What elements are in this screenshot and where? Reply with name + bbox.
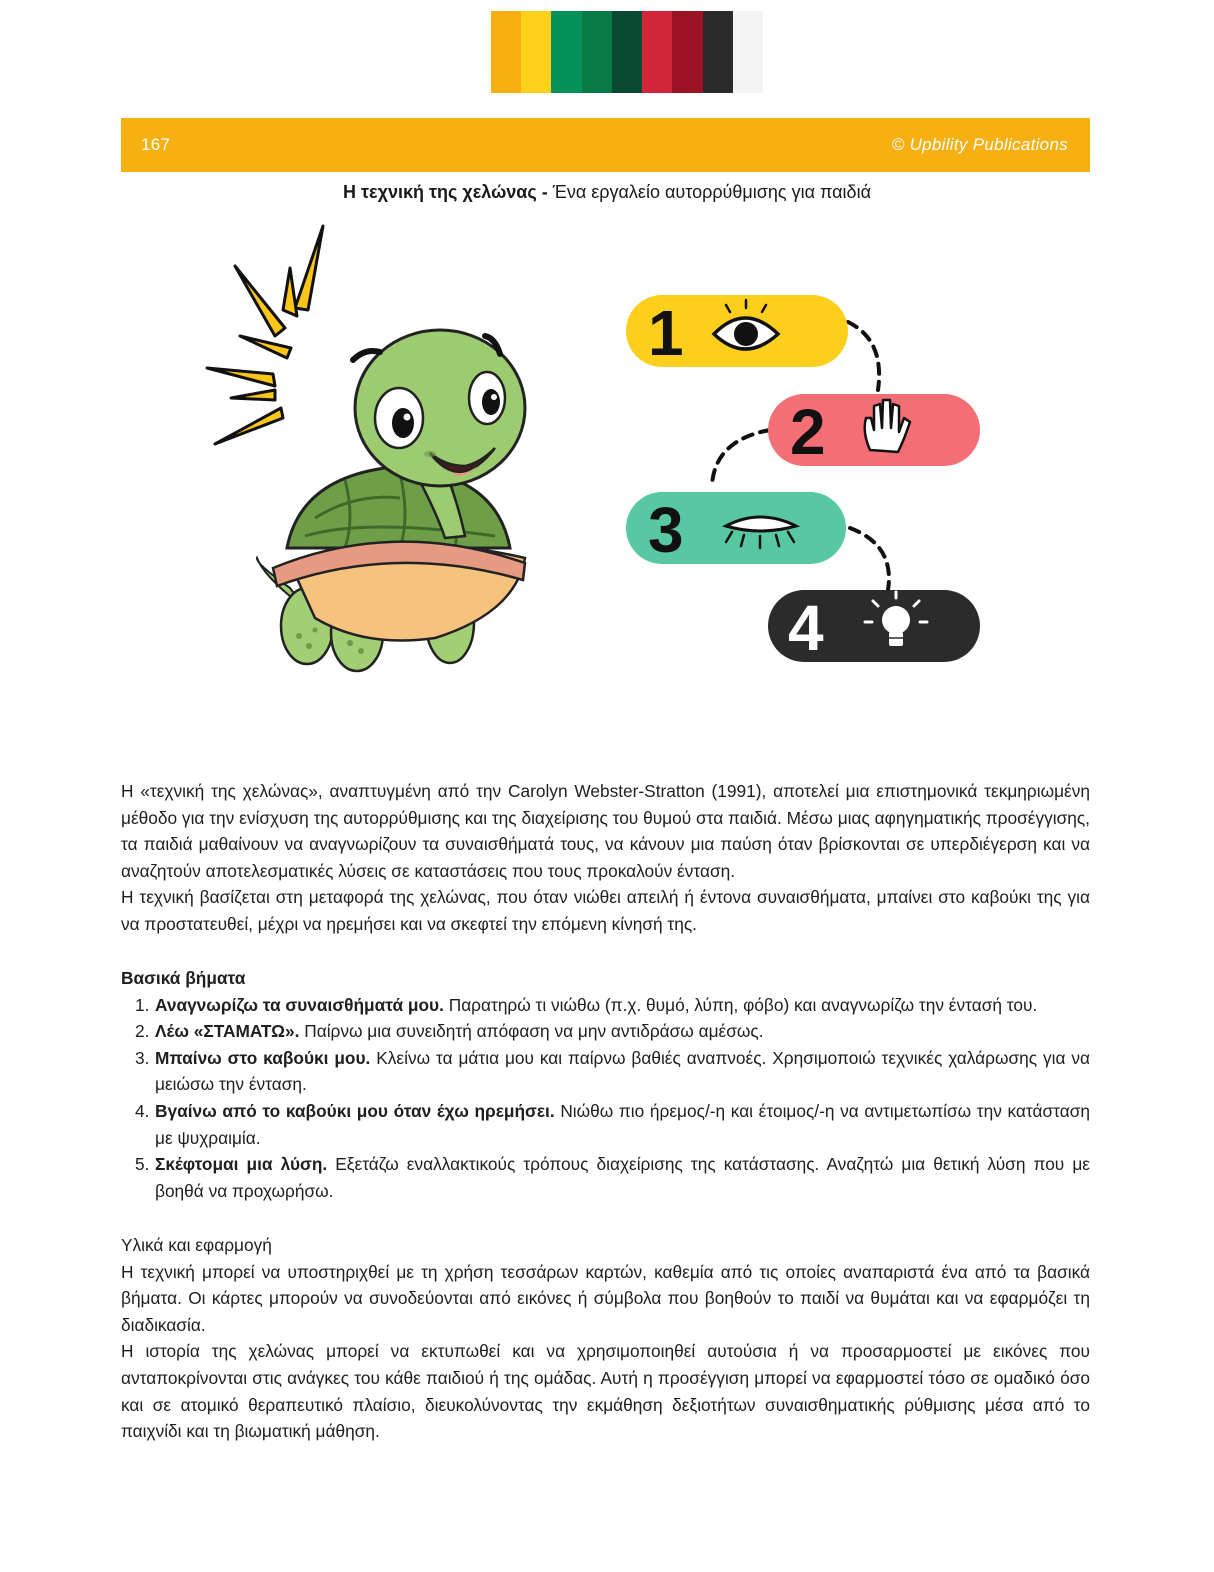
materials-paragraph: Η ιστορία της χελώνας μπορεί να εκτυπωθεί και να χρησιμοποιηθεί αυτούσια ή να προσαρμοστεί με εικόνες που ανταποκρίνονται στις ανάγκες του κάθε παιδιού ή της ομάδας. Αυτή η προσέγγιση μπορεί να εφαρμοστεί τόσο σε ομαδικό όσο και σε ατομικό θεραπευτικό πλαίσιο, διευκολύνοντας την εκμάθηση δεξιοτήτων συναισθηματικής ρύθμισης μέσα από το παιχνίδι και τη βιωματική μάθηση. — [121, 1341, 1090, 1442]
step-item-number: 2. — [135, 1021, 150, 1042]
intro-section — [121, 778, 1090, 938]
materials-heading: Υλικά και εφαρμογή — [121, 1235, 272, 1255]
step-item-number: 4. — [135, 1100, 150, 1121]
step-card-2 — [768, 394, 980, 468]
step-item-title: Λέω «ΣΤΑΜΑΤΩ». — [155, 1021, 300, 1042]
page-title — [0, 182, 1214, 203]
materials-section — [121, 1232, 1090, 1445]
palette-swatch — [642, 11, 672, 93]
page-number: 167 — [141, 135, 171, 154]
step-item-text: Παρατηρώ τι νιώθω (π.χ. θυμό, λύπη, φόβο) και αναγνωρίζω την έντασή του. — [443, 994, 1038, 1015]
steps-section — [121, 965, 1090, 1204]
step-item-number: 1. — [135, 994, 150, 1015]
step-item — [121, 1045, 1090, 1098]
palette-swatch — [521, 11, 551, 93]
palette-swatch — [582, 11, 612, 93]
palette-swatch — [733, 11, 763, 93]
steps-illustration — [620, 290, 990, 670]
step-item-text: Εξετάζω εναλλακτικούς τρόπους διαχείρισης της κατάστασης. Αναζητώ μια θετική λύση που με βοηθά να προχωρήσω. — [155, 1154, 1090, 1201]
color-palette-strip — [491, 11, 763, 93]
step-item-number: 5. — [135, 1154, 150, 1175]
step-number-2: 2 — [790, 396, 826, 468]
excitement-rays-icon — [207, 226, 323, 444]
step-card-1 — [626, 295, 848, 369]
materials-paragraph: Η τεχνική μπορεί να υποστηριχθεί με τη χρήση τεσσάρων καρτών, καθεμία από τις οποίες αναπαριστά ένα από τα βασικά βήματα. Οι κάρτες μπορούν να συνοδεύονται από εικόνες ή σύμβολα που βοηθούν το παιδί να θυμάται και να εφαρμόζει τη διαδικασία. — [121, 1261, 1090, 1335]
step-item — [121, 1018, 1090, 1045]
step-item-text: Κλείνω τα μάτια μου και παίρνω βαθιές αναπνοές. Χρησιμοποιώ τεχνικές χαλάρωσης για να μειώσω την ένταση. — [155, 1047, 1090, 1095]
header-bar — [121, 118, 1090, 172]
step-item — [121, 992, 1090, 1019]
step-item-text: Παίρνω μια συνειδητή απόφαση να μην αντιδράσω αμέσως. — [299, 1021, 764, 1042]
palette-swatch — [672, 11, 702, 93]
step-item — [121, 1151, 1090, 1204]
turtle-illustration — [195, 218, 545, 678]
step-number-4: 4 — [788, 592, 824, 664]
step-item — [121, 1098, 1090, 1151]
step-card-3 — [626, 492, 846, 566]
step-item-text: Νιώθω πιο ήρεμος/-η και έτοιμος/-η να αντιμετωπίσω την κατάσταση με ψυχραιμία. — [155, 1100, 1090, 1148]
palette-swatch — [551, 11, 581, 93]
palette-swatch — [703, 11, 733, 93]
palette-swatch — [491, 11, 521, 93]
step-number-1: 1 — [648, 297, 684, 369]
step-item-number: 3. — [135, 1047, 150, 1068]
palette-swatch — [612, 11, 642, 93]
step-item-title: Μπαίνω στο καβούκι μου. — [155, 1047, 371, 1068]
page-title-rest: Ένα εργαλείο αυτορρύθμισης για παιδιά — [547, 182, 871, 202]
steps-list — [121, 992, 1090, 1205]
step-number-3: 3 — [648, 494, 684, 566]
step-item-title: Αναγνωρίζω τα συναισθήματά μου. — [155, 994, 444, 1015]
step-item-title: Βγαίνω από το καβούκι μου όταν έχω ηρεμήσει. — [155, 1100, 555, 1121]
intro-paragraph: Η τεχνική βασίζεται στη μεταφορά της χελώνας, που όταν νιώθει απειλή ή έντονα συναισθήματα, μπαίνει στο καβούκι της για να προστατευθεί, μέχρι να ηρεμήσει και να σκεφτεί την επόμενη κίνησή της. — [121, 887, 1090, 934]
steps-heading: Βασικά βήματα — [121, 968, 246, 988]
intro-paragraph: Η «τεχνική της χελώνας», αναπτυγμένη από την Carolyn Webster-Stratton (1991), αποτελεί μια επιστημονικά τεκμηριωμένη μέθοδο για την ενίσχυση της αυτορρύθμισης και της διαχείρισης του θυμού στα παιδιά. Μέσω μιας αφηγηματικής προσέγγισης, τα παιδιά μαθαίνουν να αναγνωρίζουν τα συναισθήματά τους, να κάνουν μια παύση όταν βρίσκονται σε υπερδιέγερση και να αναζητούν αποτελεσματικές λύσεις σε καταστάσεις που τους προκαλούν ένταση. — [121, 781, 1090, 881]
step-card-4 — [768, 590, 980, 664]
page-title-bold: Η τεχνική της χελώνας - — [343, 182, 548, 202]
publisher-credit: © Upbility Publications — [891, 135, 1068, 154]
step-item-title: Σκέφτομαι μια λύση. — [155, 1154, 328, 1175]
